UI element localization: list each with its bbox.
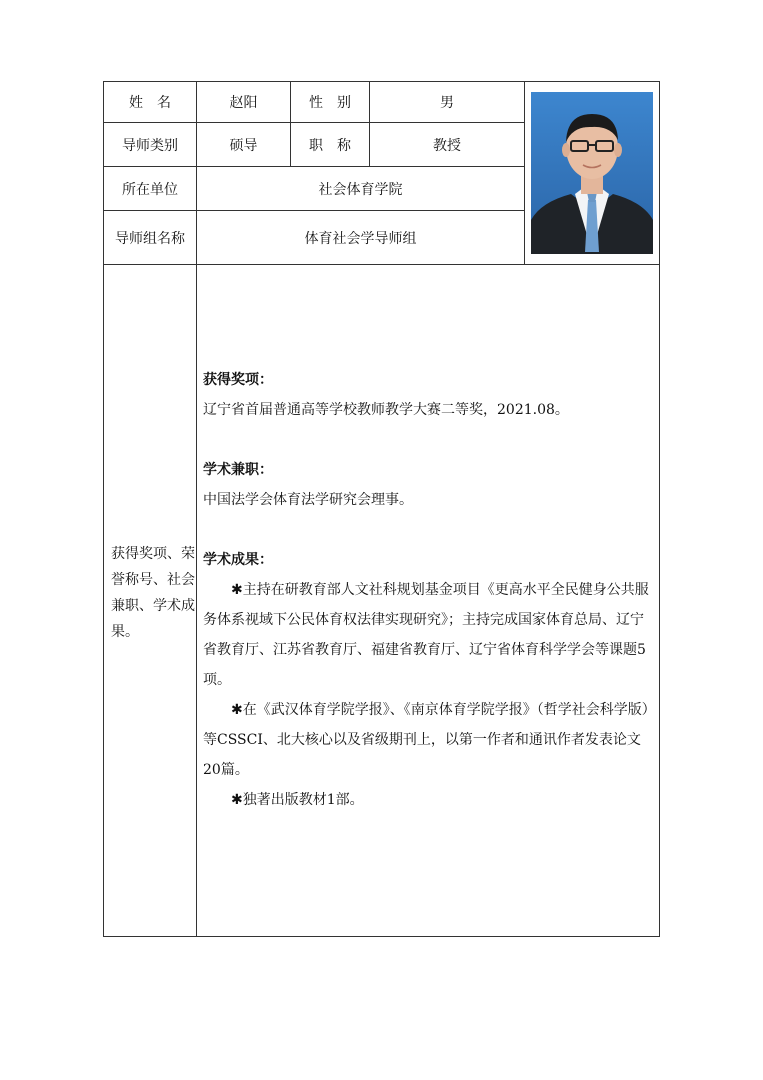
portrait-photo	[531, 92, 653, 254]
section-label: 获得奖项、荣誉称号、社会兼职、学术成果。	[111, 546, 195, 640]
gender-value: 男	[440, 95, 454, 111]
results-item: ✱在《武汉体育学院学报》、《南京体育学院学报》（哲学社会科学版）等CSSCI、北大核心以及省级期刊上，以第一作者和通讯作者发表论文20篇。	[203, 702, 649, 778]
title-label: 职 称	[309, 137, 351, 154]
profile-form-table	[103, 81, 660, 937]
name-value: 赵阳	[229, 95, 258, 111]
supervisor-type-label: 导师类别	[122, 137, 178, 154]
awards-heading: 获得奖项：	[203, 372, 273, 388]
divider	[104, 264, 659, 265]
title-value: 教授	[433, 137, 461, 154]
results-item: ✱独著出版教材1部。	[231, 792, 364, 808]
group-label: 导师组名称	[115, 230, 185, 247]
unit-label: 所在单位	[122, 181, 178, 198]
posts-text: 中国法学会体育法学研究会理事。	[203, 492, 413, 508]
achievements-content	[203, 365, 653, 815]
unit-value: 社会体育学院	[318, 181, 403, 198]
name-label: 姓 名	[129, 95, 171, 111]
group-value: 体育社会学导师组	[304, 230, 417, 247]
posts-heading: 学术兼职：	[203, 462, 273, 478]
results-heading: 学术成果：	[203, 552, 273, 568]
supervisor-type-value: 硕导	[229, 137, 258, 154]
portrait-image	[531, 92, 653, 254]
gender-label: 性 别	[309, 95, 351, 111]
divider	[524, 82, 525, 264]
awards-text: 辽宁省首届普通高等学校教师教学大赛二等奖，2021.08。	[203, 402, 569, 418]
results-item: ✱主持在研教育部人文社科规划基金项目《更高水平全民健身公共服务体系视域下公民体育权法律实现研究》；主持完成国家体育总局、辽宁省教育厅、江苏省教育厅、福建省教育厅、辽宁省体育科学学会等课题5项。	[203, 582, 649, 688]
